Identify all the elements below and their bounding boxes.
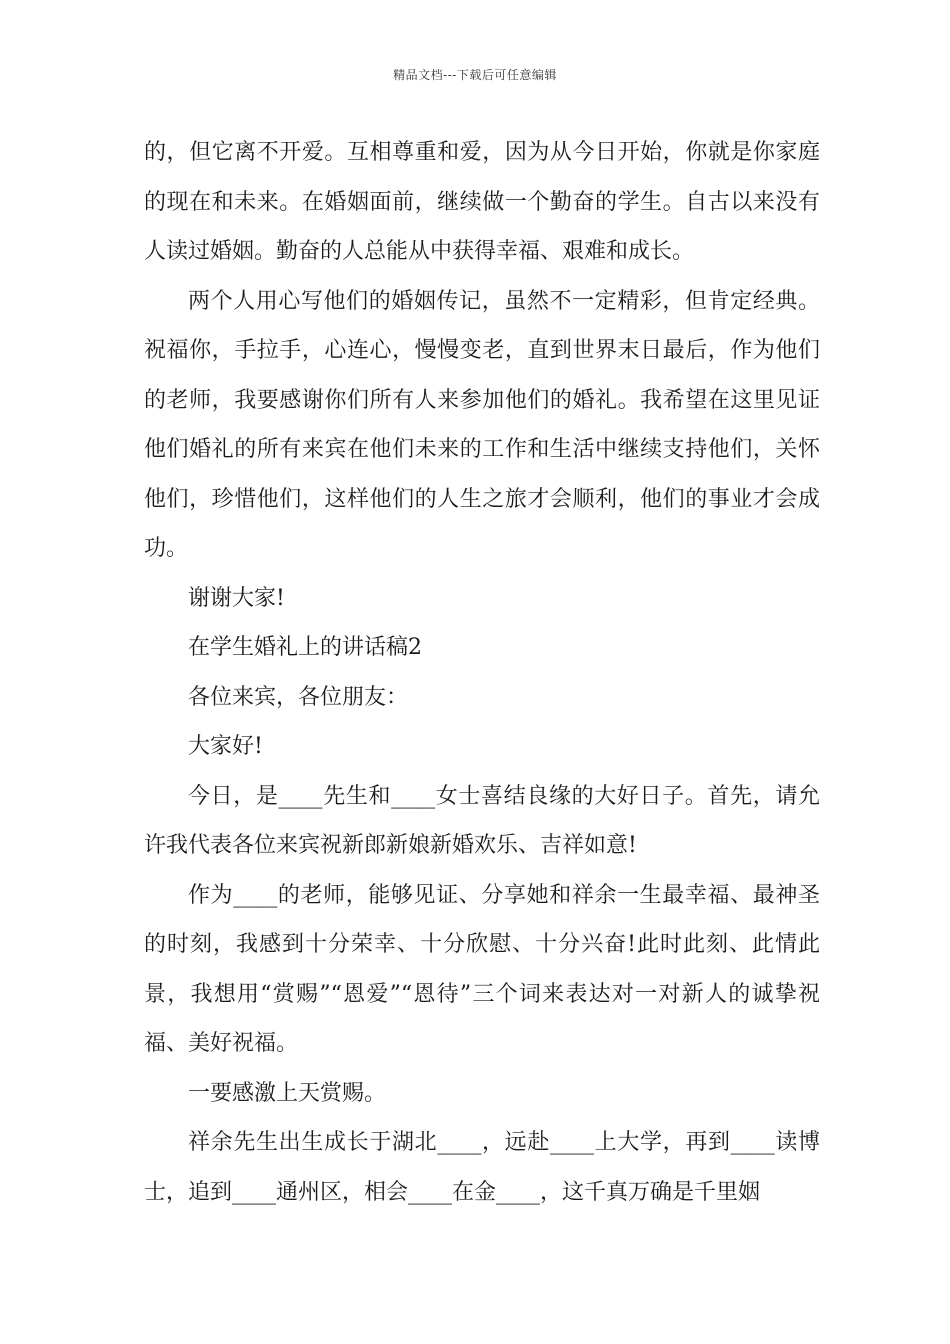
paragraph: 今日，是____先生和____女士喜结良缘的大好日子。首先，请允许我代表各位来宾祝新郎新娘新婚欢乐、吉祥如意! <box>144 783 820 858</box>
paragraph: 作为____的老师，能够见证、分享她和祥余一生最幸福、最神圣的时刻，我感到十分荣幸、十分欣慰、十分兴奋!此时此刻、此情此景，我想用“赏赐”“恩爱”“恩待”三个词来表达对一对新人的诚挚祝福、美好祝福。 <box>144 882 820 1056</box>
paragraph: 祥余先生出生成长于湖北____，远赴____上大学，再到____读博士，追到____通州区，相会____在金____，这千真万确是千里姻 <box>144 1130 820 1205</box>
paragraph: 两个人用心写他们的婚姻传记，虽然不一定精彩，但肯定经典。祝福你，手拉手，心连心，慢慢变老，直到世界末日最后，作为他们的老师，我要感谢你们所有人来参加他们的婚礼。我希望在这里见证他们婚礼的所有来宾在他们未来的工作和生活中继续支持他们，关怀他们，珍惜他们，这样他们的人生之旅才会顺利，他们的事业才会成功。 <box>144 288 820 561</box>
closing-thanks: 谢谢大家! <box>188 585 285 611</box>
paragraph: 一要感激上天赏赐。 <box>188 1080 387 1106</box>
greeting: 大家好! <box>188 734 263 759</box>
paragraph: 的，但它离不开爱。互相尊重和爱，因为从今日开始，你就是你家庭的现在和未来。在婚姻面前，继续做一个勤奋的学生。自古以来没有人读过婚姻。勤奋的人总能从中获得幸福、艰难和成长。 <box>144 140 820 264</box>
salutation: 各位来宾，各位朋友： <box>188 684 409 710</box>
section-title: 在学生婚礼上的讲话稿2 <box>188 635 422 660</box>
page-header: 精品文档---下载后可任意编辑 <box>393 68 557 82</box>
document-body <box>144 128 820 1217</box>
